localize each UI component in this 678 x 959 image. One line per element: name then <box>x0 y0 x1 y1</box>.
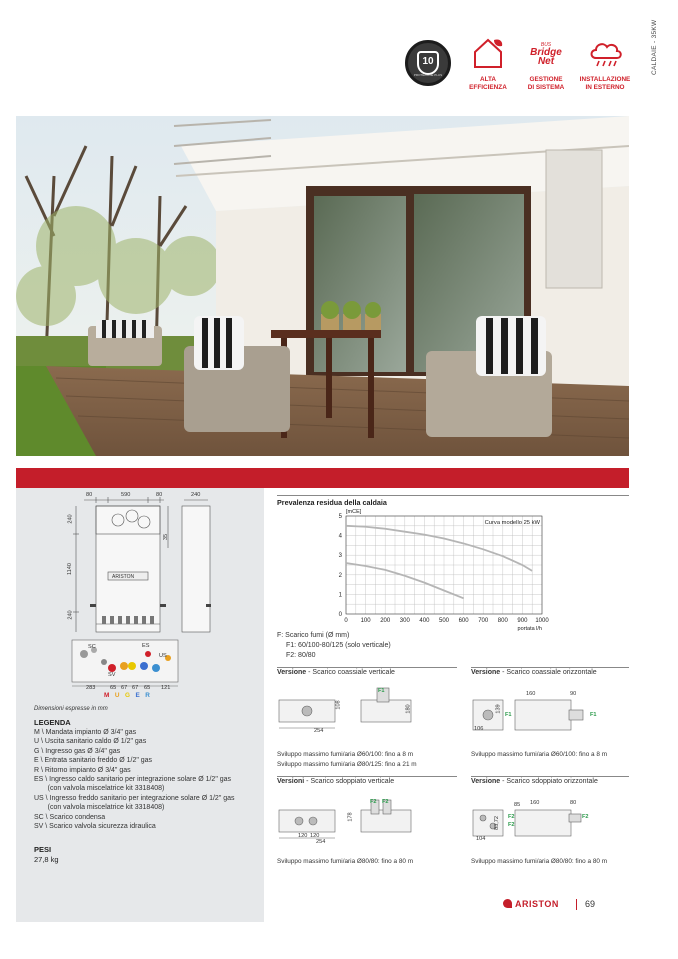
footer-separator <box>576 899 577 910</box>
dim-bottom-1: 65 <box>110 685 117 691</box>
flue-label-v1-0: F1 <box>505 712 512 718</box>
pump-head-chart <box>280 506 580 634</box>
x-tick-label: 400 <box>419 618 430 624</box>
flue-label-v1-1: F1 <box>590 712 597 718</box>
legend-item: U \ Uscita sanitario caldo Ø 1/2" gas <box>34 738 147 746</box>
legend-list <box>34 728 235 831</box>
dim-v0-2: 254 <box>314 728 324 734</box>
dim-v1-0: 160 <box>526 691 536 697</box>
legend-item: (con valvola miscelatrice kit 3318408) <box>34 804 165 812</box>
legend-item: ES \ Ingresso caldo sanitario per integrazione solare Ø 1/2" gas <box>34 776 232 784</box>
dim-v2-1: 120 <box>298 833 308 839</box>
legend-item: US \ Ingresso freddo sanitario per integrazione solare Ø 1/2" gas <box>34 794 235 802</box>
series-line-0 <box>346 526 532 571</box>
house-leaf-icon <box>472 36 504 70</box>
x-tick-label: 200 <box>380 618 391 624</box>
warranty-number: 10 <box>422 56 434 67</box>
dimensions-note: Dimensioni espresse in mm <box>34 706 108 712</box>
legend-item: G \ Ingresso gas Ø 3/4" gas <box>34 747 121 755</box>
version-title-1: Versione - Scarico coassiale orizzontale <box>471 669 597 676</box>
legend-item: SV \ Scarico valvola sicurezza idraulica <box>34 823 156 831</box>
y-tick-label: 5 <box>338 514 342 520</box>
weight-value: 27,8 kg <box>34 855 59 864</box>
chart-title: Prevalenza residua della caldaia <box>277 498 387 507</box>
legend-item: SC \ Scarico condensa <box>34 813 106 821</box>
flue-coaxial-horizontal-drawing <box>471 690 601 740</box>
y-tick-label: 0 <box>338 612 342 618</box>
dim-bottom-3: 67 <box>132 685 139 691</box>
version-title-0: Versione - Scarico coassiale verticale <box>277 669 395 676</box>
y-axis-label: [mCE] <box>346 509 362 515</box>
dim-v3-4: 104 <box>476 836 486 842</box>
weight-title: PESI <box>34 845 52 854</box>
cloud-rain-icon <box>588 38 624 70</box>
version-1-line-0: Sviluppo massimo fumi/aria Ø60/100: fino a 8 m <box>471 751 608 758</box>
legend-item: E \ Entrata sanitario freddo Ø 1/2" gas <box>34 757 153 765</box>
legend-title: LEGENDA <box>34 718 71 727</box>
dim-v3-3: 83,72 <box>494 816 500 830</box>
dim-left-1: 1140 <box>67 562 74 576</box>
flue-split-horizontal-drawing <box>471 800 601 846</box>
ariston-logo-icon <box>503 899 512 908</box>
legend-item: R \ Ritorno impianto Ø 3/4" gas <box>34 766 131 774</box>
dim-v2-3: 254 <box>316 839 326 845</box>
connector-letters: MUGER <box>104 692 156 699</box>
dim-bottom-2: 67 <box>121 685 128 691</box>
footer-brand: ARISTON <box>503 899 559 909</box>
x-tick-label: 0 <box>344 618 348 624</box>
y-tick-label: 4 <box>338 533 342 540</box>
terrace-photo <box>16 116 629 456</box>
dim-v1-1: 90 <box>570 691 577 697</box>
y-tick-label: 1 <box>338 592 342 599</box>
dim-top-0: 80 <box>86 492 93 498</box>
dim-left-2: 240 <box>67 610 74 620</box>
dim-top-1: 590 <box>121 492 131 498</box>
flue-label-v3-1: F2 <box>508 822 515 828</box>
version-0-line-0: Sviluppo massimo fumi/aria Ø60/100: fino a 8 m <box>277 751 414 758</box>
flue-intro: F: Scarico fumi (Ø mm) <box>277 632 350 639</box>
dim-side: 35 <box>163 533 170 541</box>
x-tick-label: 300 <box>399 618 410 624</box>
dim-v1-2: 139 <box>495 704 502 714</box>
warranty-10-badge-icon <box>405 40 451 86</box>
x-tick-label: 800 <box>497 618 508 624</box>
x-tick-label: 1000 <box>535 618 549 624</box>
y-tick-label: 2 <box>338 572 342 579</box>
dim-top-2: 80 <box>156 492 163 498</box>
section-red-bar <box>16 468 629 488</box>
warranty-ring-text: PROTEZIONE PLUS <box>413 73 443 77</box>
tag-us: US <box>159 653 167 659</box>
x-tick-label: 700 <box>478 618 489 624</box>
dim-v3-2: 80 <box>570 800 577 806</box>
dim-bottom-5: 121 <box>161 685 171 691</box>
legend-item: (con valvola miscelatrice kit 3318408) <box>34 785 165 793</box>
dim-bottom-4: 65 <box>144 685 151 691</box>
bus-bridgenet-logo: BUS Bridge Net <box>530 42 562 67</box>
version-2-line-0: Sviluppo massimo fumi/aria Ø80/80: fino a 80 m <box>277 858 414 865</box>
brand-plate-text: ARISTON <box>112 574 135 580</box>
flue-coaxial-vertical-drawing <box>277 684 417 740</box>
legend-item: M \ Mandata impianto Ø 3/4" gas <box>34 729 137 736</box>
feature-efficiency-label: ALTA EFFICIENZA <box>469 76 507 91</box>
x-tick-label: 900 <box>517 618 528 624</box>
flue-f1: F1: 60/100-80/125 (solo verticale) <box>286 642 391 649</box>
x-tick-label: 100 <box>360 618 371 624</box>
version-0-line-1: Sviluppo massimo fumi/aria Ø80/125: fino a 21 m <box>277 761 417 768</box>
dim-v3-1: 160 <box>530 800 540 806</box>
flue-label-v3-0: F2 <box>508 814 515 820</box>
flue-label-v2-1: F2 <box>382 799 389 805</box>
version-title-3: Versione - Scarico sdoppiato orizzontale <box>471 778 598 785</box>
tag-es: ES <box>142 643 150 649</box>
dim-bottom-0: 283 <box>86 685 96 691</box>
feature-outdoor-label: INSTALLAZIONE IN ESTERNO <box>579 76 631 91</box>
dim-v0-0: 108 <box>335 700 342 710</box>
x-axis-label: portata l/h <box>517 626 542 632</box>
flue-label-v0-0: F1 <box>378 688 385 694</box>
x-tick-label: 500 <box>438 618 450 624</box>
dim-v3-0: 85 <box>514 802 521 808</box>
tag-sc: SC <box>88 644 96 650</box>
dim-v2-0: 178 <box>347 812 354 822</box>
tag-sv: SV <box>108 672 116 678</box>
dim-v0-1: 180 <box>405 704 412 714</box>
version-title-2: Versioni - Scarico sdoppiato verticale <box>277 778 395 785</box>
x-tick-label: 600 <box>458 618 469 624</box>
dim-left-0: 240 <box>67 514 74 524</box>
feature-system-label: GESTIONE DI SISTEMA <box>527 76 565 91</box>
curve-annotation: Curva modello 25 kW <box>484 520 540 526</box>
version-3-line-0: Sviluppo massimo fumi/aria Ø80/80: fino a 80 m <box>471 858 608 865</box>
side-label: CALDAIE - 35KW <box>651 19 658 75</box>
dim-v1-3: 106 <box>474 726 484 732</box>
flue-label-v3-2: F2 <box>582 814 589 820</box>
y-tick-label: 3 <box>338 553 342 560</box>
flue-label-v2-0: F2 <box>370 799 377 805</box>
flue-f2: F2: 80/80 <box>286 652 316 659</box>
page-number: 69 <box>585 899 596 909</box>
dim-v2-2: 120 <box>310 833 320 839</box>
flue-split-vertical-drawing <box>277 798 417 848</box>
dim-top-3: 240 <box>191 492 201 498</box>
